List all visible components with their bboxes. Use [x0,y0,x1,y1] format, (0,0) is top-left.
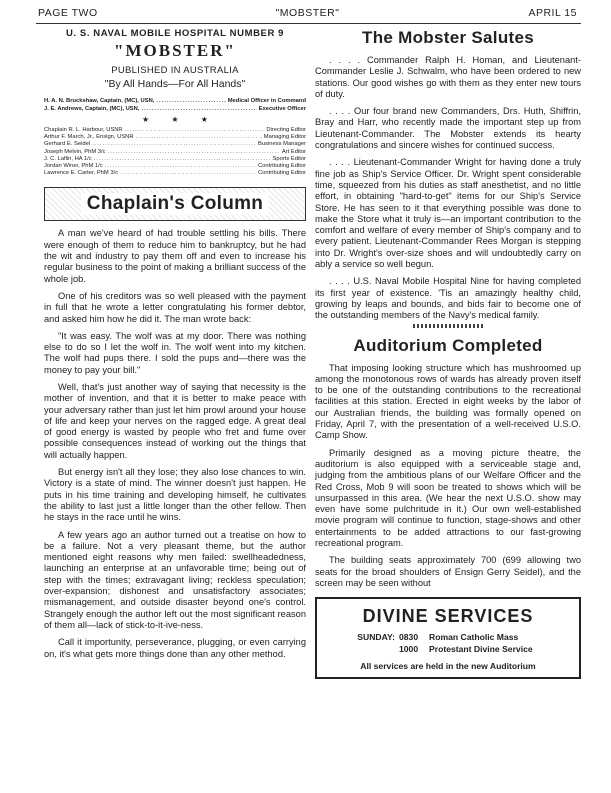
staff-row: Joseph Melvin, PhM 3/c ..... Art Editor [44,149,306,156]
officer-row: H. A. N. Bruckshaw, Captain, (MC), USN, ..... Medical Officer in Command [44,97,306,105]
chaplain-column-title: Chaplain's Column [81,193,269,215]
service-row [325,631,571,643]
paragraph: Primarily designed as a moving picture theatre, the auditorium is also equipped with a serviceable stage and, judging from the ambitious plans of our Welfare Officer and the Red Cross, Mob 9 will soon be treated to shows which will be unsurpassed in this area. (We hear the next U.S.O. show may even have some pulchritude in it.) Our own well-established movie program will continue to function, stage-shows and other entertainments to be added attractions to our fast-growing recreational program. [315,447,581,548]
paragraph: Call it importunity, perseverance, plugging, or even carrying on, it's what gets more things done than any other method. [44,637,306,659]
staff-row: Arthur F. March, Jr., Ensign, USNR ..... Managing Editor [44,134,306,141]
paragraph: A man we've heard of had trouble settling his bills. There were enough of them to reduce him to bankruptcy, but he had the wit and industry to pay them off and even to increase his regular business to the point of making a brilliant success of the whole job. [44,228,306,284]
section-divider [413,324,483,328]
paragraph: That imposing looking structure which has mushroomed up among the monotonous rows of wards has already proven itself to be one of the outstanding contributions to the recreational facilities at this station. Erected in eight weeks by the labor of our Australian friends, the building was formally opened on Friday, April 7, with the presentation of a well-received U.S.O. Camp Show. [315,362,581,441]
officers-list [44,97,306,113]
published-line: PUBLISHED IN AUSTRALIA [111,65,239,76]
staff-list [44,127,306,177]
hospital-name: U. S. NAVAL MOBILE HOSPITAL NUMBER 9 [65,28,285,39]
paragraph: But energy isn't all they lose; they also lose chances to win. Victory is a state of mind. The winner doesn't just happen. He puts in his time training and developing himself, he cultivates the ability to last just a little longer than the other fellow. Then he stays in the race until he wins. [44,467,306,523]
motto: "By All Hands—For All Hands" [104,78,246,90]
divine-services-box [315,597,581,679]
salutes-title: The Mobster Salutes [362,28,534,47]
service-day: SUNDAY: [357,632,395,643]
paragraph: . . . . U.S. Naval Mobile Hospital Nine for having completed its first year of existence. 'Tis an amazingly healthy child, growing by leaps and bounds, and bids fair to become one of the outstanding members of the Navy's medical family. [315,276,581,321]
staff-row: J. C. Laflin, HA 1/c ..... Sports Editor [44,156,306,163]
paragraph: "It was easy. The wolf was at my door. There was nothing else to do so I let the wolf in. The wolf went into my kitchen. The wolf had pups there. I sold the pups and—there was the money to pay your bill." [44,330,306,375]
paragraph: . . . . Commander Ralph H. Homan, and Lieutenant-Commander Leslie J. Schwalm, who have been ordered to new stations. Our good wishes go with them as they enter new tours of duty. [315,55,581,99]
paragraph: One of his creditors was so well pleased with the payment in full that he wrote a letter congratulating his former debtor, and asked him how he did it. The man wrote back: [44,290,306,324]
paragraph: . . . . Lieutenant-Commander Wright for having done a truly fine job as Ship's Service Officer. Dr. Wright spent considerable time, squeezed from his duties as staff anesthetist, and no little effort, in obtaining "hard-to-get" items for our Ship's Service Store. He has seen to it that everything possible was done to make the Store what it truly is—an important contribution to the comfort and welfare of every member of Ship's company and to every patient. Lieutenant-Commander Rees Morgan is stepping into Dr. Wright's over-size shoes and will undoubtedly carry on ably a service so well begun. [315,157,581,270]
officer-row: J. E. Andrews, Captain, (MC), USN, ..... Executive Officer [44,105,306,113]
auditorium-title: Auditorium Completed [353,335,543,355]
staff-row: Chaplain R. L. Harbour, USNR ..... Directing Editor [44,127,306,134]
service-schedule [325,631,571,655]
service-time: 1000 [399,644,419,655]
paragraph: A few years ago an author turned out a treatise on how to be a failure. Not a very pleasant theme, but the author mentioned eight reasons why men failed: swellheadedness, launching an enterprise at an unfavorable time; being out of step with the times; extravagant living; reckless speculation; over-expansion; dishonest and unsatisfactory associates; mismanagement, and outside disaster beyond one's control. Strangely enough the author left out the most significant reason of them all—lack of stick-to-it-ive-ness. [44,529,306,630]
service-row [325,643,571,655]
chaplain-article [44,228,306,659]
star-divider: ★ ★ ★ [142,115,218,124]
service-time: 0830 [399,632,419,643]
paragraph: The building seats approximately 700 (699 allowing two seats for the broad shoulders of Ensign Gerry Seidel), and the screen may be seen without [315,555,581,588]
masthead-title: "MOBSTER" [114,41,236,60]
staff-row: Jordan Winer, PhM 1/c ..... Contributing Editor [44,163,306,170]
chaplain-column-heading [44,187,306,221]
paragraph: Well, that's just another way of saying that necessity is the mother of invention, and that it is better to make peace with your adversary rather than just let him prowl around your house of life and keep your nerves on the ragged edge. A great deal of good energy is wasted by people who fret and fume over possible consequences instead of working out the things that will actually happen. [44,381,306,460]
right-column [315,26,581,679]
divine-services-title: DIVINE SERVICES [362,606,534,627]
left-column [44,26,306,660]
paper-name: "MOBSTER" [275,7,340,19]
page-number: PAGE TWO [38,7,98,19]
service-name: Protestant Divine Service [429,644,533,655]
salutes-article [315,55,581,322]
header-rule [36,23,581,24]
services-note: All services are held in the new Auditorium [360,661,536,672]
auditorium-article [315,363,581,590]
service-name: Roman Catholic Mass [429,632,519,643]
issue-date: APRIL 15 [528,7,577,19]
paragraph: . . . . Our four brand new Commanders, Drs. Huth, Shiffrin, Bray and Harr, who recently made the important step up from Lieutenant-Commander. The Mobster extends its hearty congratulations and sincere wishes for continued success. [315,106,581,151]
staff-row: Gerhard E. Seidel ..... Business Manager [44,141,306,148]
staff-row: Lawrence E. Carter, PhM 3/c ..... Contributing Editor [44,170,306,177]
page-header [38,7,577,21]
